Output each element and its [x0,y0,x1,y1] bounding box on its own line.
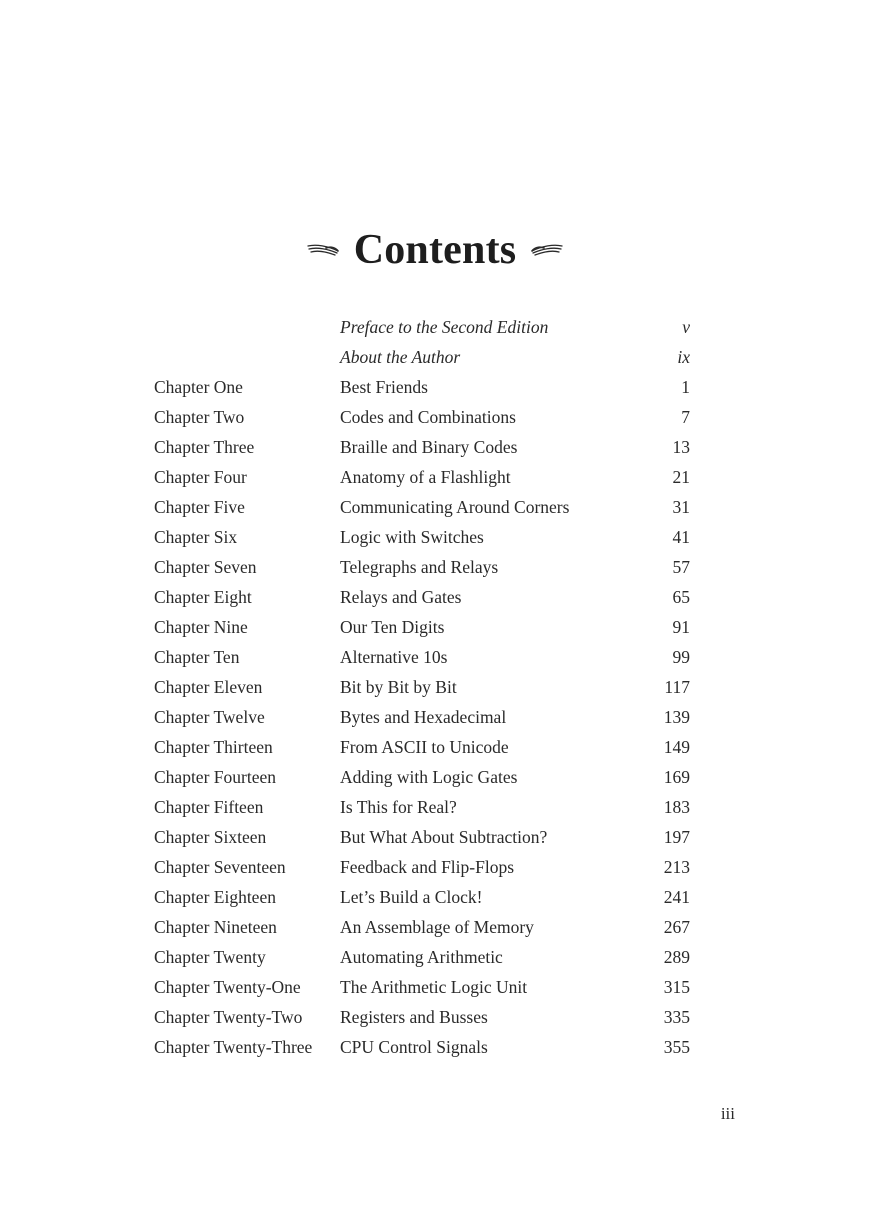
table-of-contents [154,312,690,1062]
entry-page-number: 41 [672,527,690,547]
contents-heading [0,222,870,278]
toc-row-chapter[interactable] [154,702,690,732]
entry-title: From ASCII to Unicode [340,737,509,757]
entry-page-number: 183 [663,797,690,817]
chapter-label: Chapter Seven [154,557,257,577]
chapter-label: Chapter Eleven [154,677,263,697]
page-title: Contents [353,227,517,273]
entry-page-number: 335 [663,1007,690,1027]
toc-row-chapter[interactable] [154,672,690,702]
chapter-label: Chapter Seventeen [154,857,286,877]
chapter-label: Chapter Six [154,527,238,547]
entry-title: Preface to the Second Edition [340,317,549,337]
entry-page-number: 99 [672,647,690,667]
toc-row-chapter[interactable] [154,942,690,972]
chapter-label: Chapter Two [154,407,245,427]
entry-title: Codes and Combinations [340,407,516,427]
toc-row-chapter[interactable] [154,582,690,612]
toc-row-chapter[interactable] [154,612,690,642]
entry-title: Best Friends [340,377,428,397]
toc-row-chapter[interactable] [154,1002,690,1032]
entry-page-number: 7 [681,407,690,427]
toc-row-chapter[interactable] [154,822,690,852]
entry-title: Automating Arithmetic [340,947,503,967]
toc-row-chapter[interactable] [154,972,690,1002]
chapter-label: Chapter Nineteen [154,917,277,937]
entry-page-number: 289 [663,947,690,967]
entry-title: Relays and Gates [340,587,462,607]
entry-title: Braille and Binary Codes [340,437,518,457]
entry-title: But What About Subtraction? [340,827,548,847]
entry-title: Bytes and Hexadecimal [340,707,507,727]
page-folio: iii [720,1104,735,1123]
chapter-label: Chapter Three [154,437,255,457]
entry-page-number: ix [677,347,690,367]
toc-row-chapter[interactable] [154,462,690,492]
entry-title: Is This for Real? [340,797,457,817]
entry-page-number: 169 [663,767,690,787]
chapter-label: Chapter Twelve [154,707,265,727]
entry-title: Alternative 10s [340,647,448,667]
entry-page-number: 139 [663,707,690,727]
entry-page-number: 91 [672,617,690,637]
flourish-ornament-left-icon [306,242,340,258]
entry-title: Our Ten Digits [340,617,445,637]
toc-row-chapter[interactable] [154,732,690,762]
chapter-label: Chapter Twenty-Two [154,1007,303,1027]
entry-title: Communicating Around Corners [340,497,570,517]
entry-page-number: 65 [672,587,690,607]
entry-title: Adding with Logic Gates [340,767,518,787]
entry-title: Let’s Build a Clock! [340,887,483,907]
chapter-label: Chapter Ten [154,647,240,667]
chapter-label: Chapter Eighteen [154,887,276,907]
entry-page-number: 21 [672,467,690,487]
toc-row-about-author[interactable] [154,342,690,372]
entry-page-number: 241 [663,887,690,907]
entry-page-number: 355 [663,1037,690,1057]
toc-row-chapter[interactable] [154,852,690,882]
toc-row-chapter[interactable] [154,642,690,672]
toc-row-chapter[interactable] [154,882,690,912]
chapter-label: Chapter Fourteen [154,767,276,787]
entry-title: Registers and Busses [340,1007,488,1027]
toc-row-chapter[interactable] [154,432,690,462]
toc-row-chapter[interactable] [154,762,690,792]
toc-row-chapter[interactable] [154,1032,690,1062]
entry-title: Anatomy of a Flashlight [340,467,511,487]
entry-page-number: 149 [663,737,690,757]
chapter-label: Chapter Twenty [154,947,266,967]
toc-row-preface[interactable] [154,312,690,342]
entry-title: The Arithmetic Logic Unit [340,977,528,997]
entry-page-number: 1 [681,377,690,397]
chapter-label: Chapter Twenty-One [154,977,301,997]
entry-title: Feedback and Flip-Flops [340,857,515,877]
entry-page-number: 31 [672,497,690,517]
entry-title: Bit by Bit by Bit [340,677,457,697]
entry-title: CPU Control Signals [340,1037,488,1057]
chapter-label: Chapter Eight [154,587,252,607]
chapter-label: Chapter Nine [154,617,248,637]
chapter-label: Chapter Fifteen [154,797,264,817]
entry-title: About the Author [340,347,461,367]
toc-row-chapter[interactable] [154,372,690,402]
toc-row-chapter[interactable] [154,912,690,942]
entry-page-number: 315 [663,977,690,997]
chapter-label: Chapter Twenty-Three [154,1037,313,1057]
entry-page-number: 213 [663,857,690,877]
entry-page-number: v [682,317,690,337]
entry-title: Telegraphs and Relays [340,557,499,577]
toc-row-chapter[interactable] [154,792,690,822]
chapter-label: Chapter Four [154,467,247,487]
entry-page-number: 267 [663,917,690,937]
entry-page-number: 13 [672,437,690,457]
chapter-label: Chapter Thirteen [154,737,273,757]
toc-row-chapter[interactable] [154,522,690,552]
flourish-ornament-right-icon [530,242,564,258]
toc-row-chapter[interactable] [154,402,690,432]
chapter-label: Chapter One [154,377,243,397]
chapter-label: Chapter Sixteen [154,827,267,847]
entry-page-number: 197 [663,827,690,847]
chapter-label: Chapter Five [154,497,245,517]
entry-title: Logic with Switches [340,527,484,547]
toc-row-chapter[interactable] [154,552,690,582]
entry-title: An Assemblage of Memory [340,917,534,937]
entry-page-number: 57 [672,557,690,577]
toc-row-chapter[interactable] [154,492,690,522]
entry-page-number: 117 [664,677,690,697]
